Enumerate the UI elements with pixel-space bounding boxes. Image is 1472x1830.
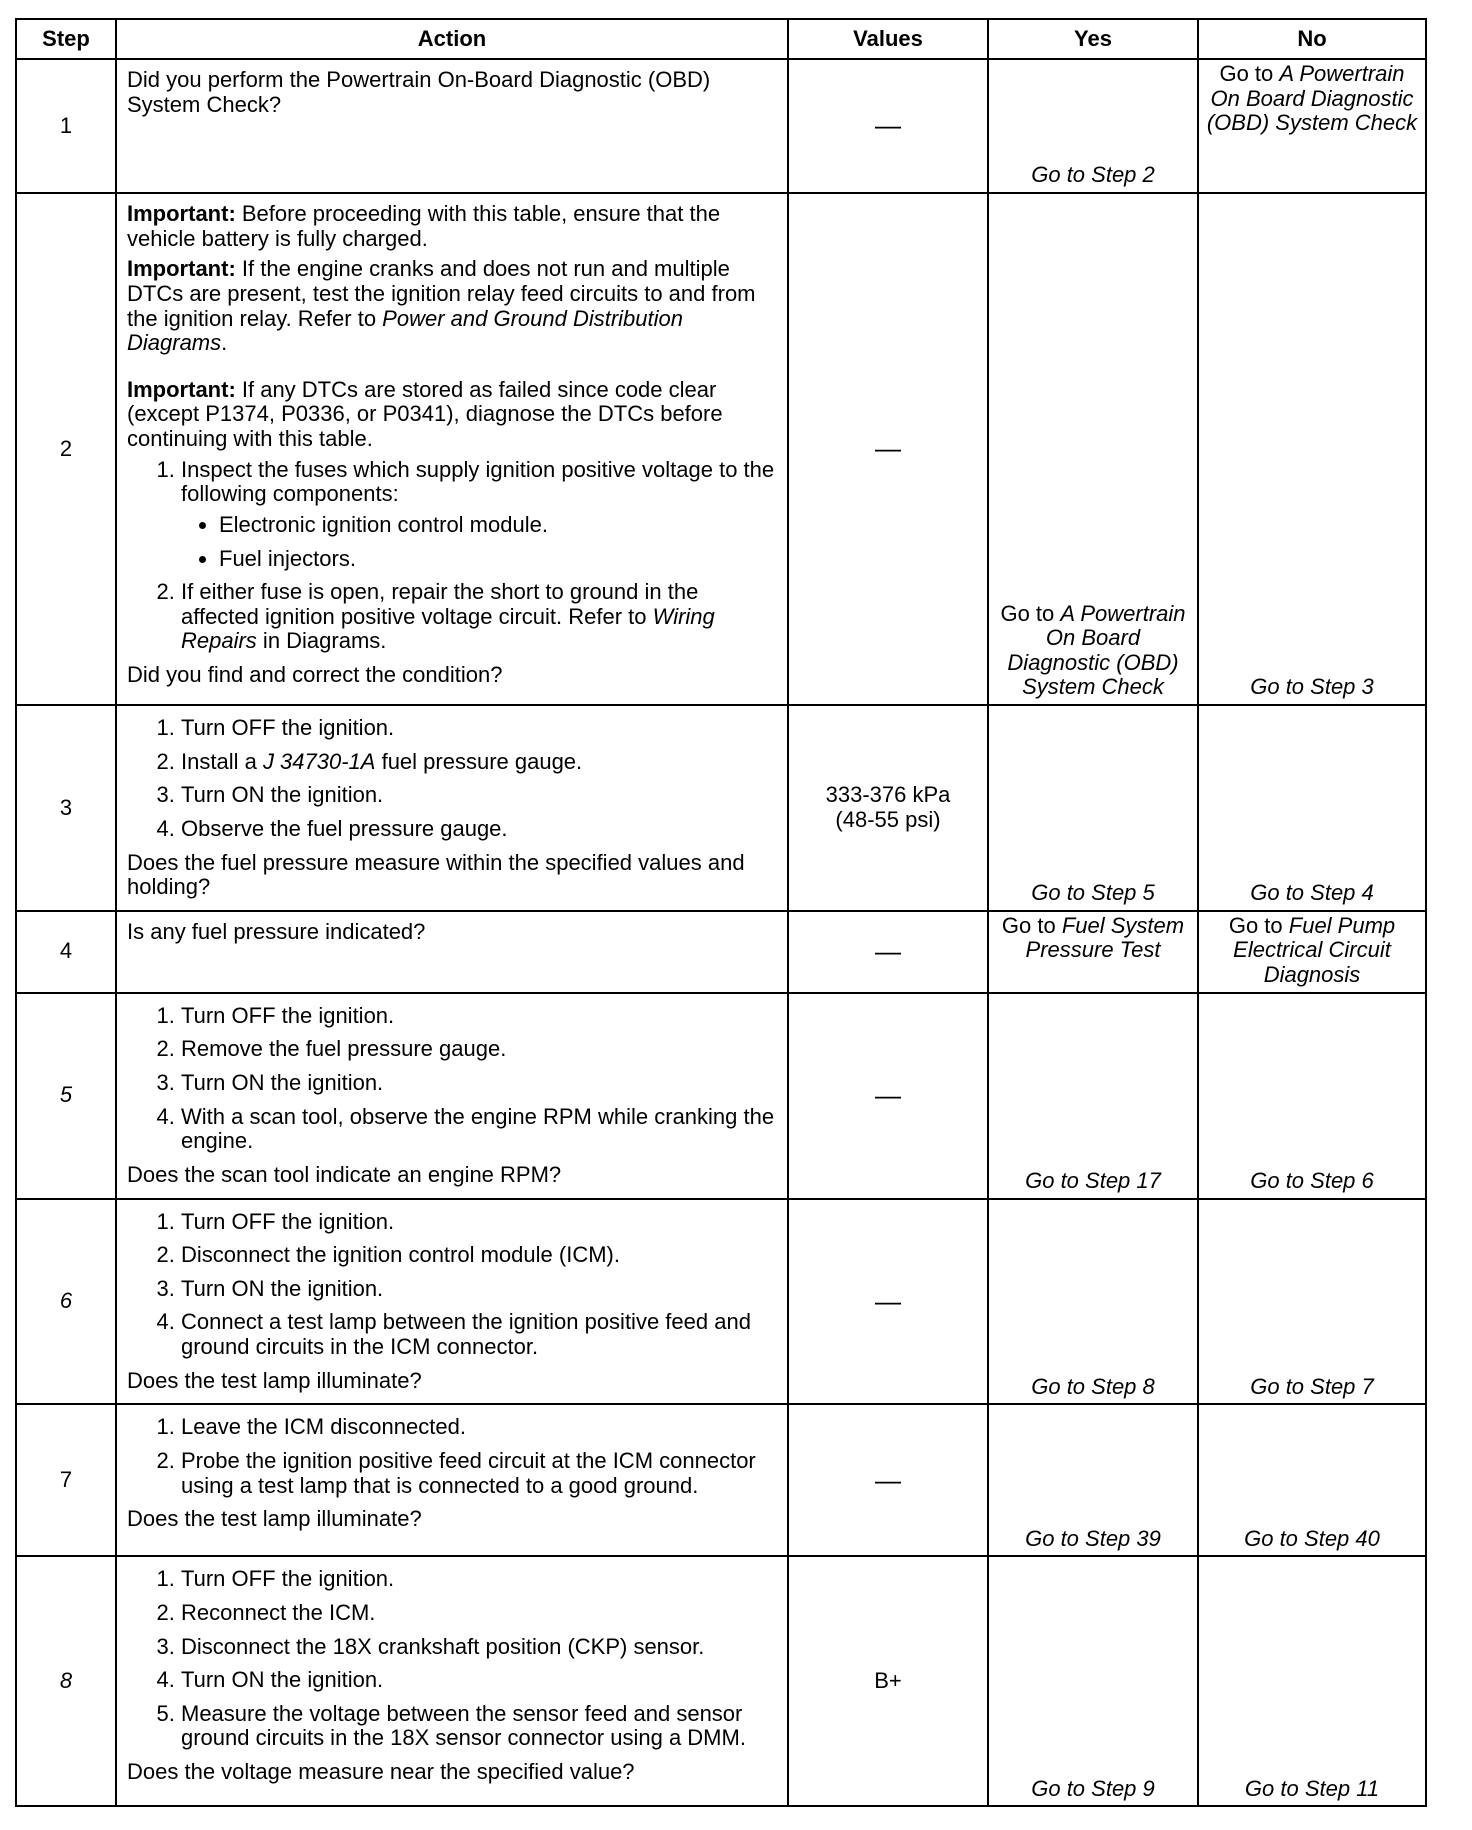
- list-item: 2. Disconnect the ignition control module (ICM).: [181, 1243, 779, 1268]
- list-item-text: Inspect the fuses which supply ignition positive voltage to the following components:: [181, 456, 775, 507]
- header-yes: Yes: [988, 19, 1198, 59]
- list-item: • Electronic ignition control module.: [219, 513, 779, 538]
- values-cell: —: [788, 1404, 988, 1556]
- list-item: 1. Turn OFF the ignition.: [181, 1210, 779, 1235]
- diagnostic-table: [15, 18, 1427, 1807]
- list-item-end: fuel pressure gauge.: [375, 748, 583, 774]
- important-text: Before proceeding with this table, ensure that the vehicle battery is fully charged.: [127, 201, 721, 251]
- values-cell: [788, 705, 988, 911]
- question-text: Did you perform the Powertrain On-Board Diagnostic (OBD) System Check?: [127, 67, 711, 117]
- step-number: 7: [16, 1404, 116, 1556]
- wiring-repairs-link[interactable]: Wiring Repairs: [181, 603, 715, 654]
- values-cell: —: [788, 993, 988, 1199]
- diagnostic-page: [15, 18, 1425, 1807]
- no-cell: [1198, 1556, 1426, 1806]
- yes-cell: [988, 1556, 1198, 1806]
- yes-link[interactable]: Go to Step 9: [1031, 1775, 1155, 1801]
- list-item: 1. Turn OFF the ignition.: [181, 716, 779, 741]
- action-cell: [116, 993, 788, 1199]
- list-item: [181, 580, 779, 654]
- values-cell: —: [788, 59, 988, 193]
- list-item-text: If either fuse is open, repair the short to ground in the affected ignition positive voltage circuit. Refer to: [181, 579, 699, 629]
- list-item: 1. Leave the ICM disconnected.: [181, 1415, 779, 1440]
- no-link[interactable]: Fuel Pump Electrical Circuit Diagnosis: [1233, 912, 1396, 987]
- values-cell: —: [788, 911, 988, 993]
- gauge-tool-link[interactable]: J 34730-1A: [262, 748, 376, 774]
- list-item: 3. Disconnect the 18X crankshaft position (CKP) sensor.: [181, 1635, 779, 1660]
- value-kpa: 333-376 kPa: [825, 782, 951, 808]
- list-item: • Fuel injectors.: [219, 547, 779, 572]
- no-link[interactable]: Go to Step 40: [1244, 1525, 1380, 1551]
- important-note-2: [127, 257, 779, 356]
- action-cell: [116, 1199, 788, 1405]
- step-number: 8: [16, 1556, 116, 1806]
- action-cell: [116, 705, 788, 911]
- table-row-step-2: [16, 193, 1426, 705]
- list-item: 4. Observe the fuel pressure gauge.: [181, 817, 779, 842]
- value-psi: (48-55 psi): [835, 806, 941, 832]
- action-cell: [116, 911, 788, 993]
- no-link[interactable]: Go to Step 4: [1250, 880, 1374, 906]
- no-link[interactable]: Go to Step 7: [1250, 1373, 1374, 1399]
- no-cell: [1198, 705, 1426, 911]
- list-item: 2. Probe the ignition positive feed circuit at the ICM connector using a test lamp that is connected to a good ground.: [181, 1449, 779, 1498]
- yes-cell: [988, 1404, 1198, 1556]
- yes-cell: [988, 911, 1198, 993]
- action-cell: [116, 193, 788, 705]
- list-item: 4. With a scan tool, observe the engine RPM while cranking the engine.: [181, 1105, 779, 1154]
- yes-link[interactable]: Go to Step 39: [1025, 1525, 1161, 1551]
- question-text: Does the test lamp illuminate?: [127, 1367, 422, 1393]
- procedure-list: [127, 716, 779, 842]
- yes-cell: [988, 59, 1198, 193]
- important-label: Important:: [127, 256, 236, 282]
- table-row-step-6: [16, 1199, 1426, 1405]
- list-item: 2. Reconnect the ICM.: [181, 1601, 779, 1626]
- yes-prefix: Go to: [1000, 600, 1061, 626]
- list-item: 3. Turn ON the ignition.: [181, 1071, 779, 1096]
- list-item: 2. Remove the fuel pressure gauge.: [181, 1037, 779, 1062]
- step-number: 5: [16, 993, 116, 1199]
- list-item: 1. Turn OFF the ignition.: [181, 1567, 779, 1592]
- values-cell: —: [788, 1199, 988, 1405]
- list-item-text: Install a: [181, 748, 263, 774]
- header-action: Action: [116, 19, 788, 59]
- table-row-step-7: [16, 1404, 1426, 1556]
- list-item: 4. Connect a test lamp between the ignition positive feed and ground circuits in the ICM connector.: [181, 1310, 779, 1359]
- yes-cell: [988, 1199, 1198, 1405]
- important-end: .: [221, 330, 228, 356]
- important-label: Important:: [127, 201, 236, 226]
- no-cell: [1198, 1199, 1426, 1405]
- question-text: Does the fuel pressure measure within the specified values and holding?: [127, 849, 745, 900]
- action-cell: [116, 1404, 788, 1556]
- question-text: Did you find and correct the condition?: [127, 662, 503, 687]
- important-note-3: [127, 378, 779, 452]
- important-note-1: [127, 202, 779, 251]
- no-cell: [1198, 59, 1426, 193]
- action-cell: [116, 1556, 788, 1806]
- procedure-list: [127, 1415, 779, 1498]
- list-item: 5. Measure the voltage between the sensor feed and sensor ground circuits in the 18X sensor connector using a DMM.: [181, 1702, 779, 1751]
- list-item: 4. Turn ON the ignition.: [181, 1668, 779, 1693]
- power-ground-link[interactable]: Power and Ground Distribution Diagrams: [127, 305, 683, 356]
- step-number: 6: [16, 1199, 116, 1405]
- list-item: 3. Turn ON the ignition.: [181, 783, 779, 808]
- list-item: 1. Turn OFF the ignition.: [181, 1004, 779, 1029]
- no-cell: [1198, 911, 1426, 993]
- important-label: Important:: [127, 376, 236, 402]
- yes-prefix: Go to: [1001, 912, 1062, 938]
- no-cell: [1198, 193, 1426, 705]
- yes-link[interactable]: A Powertrain On Board Diagnostic (OBD) System Check: [1007, 600, 1186, 700]
- list-item-end: in Diagrams.: [256, 628, 387, 654]
- step-number: 1: [16, 59, 116, 193]
- step-number: 4: [16, 911, 116, 993]
- values-cell: B+: [788, 1556, 988, 1806]
- yes-cell: [988, 705, 1198, 911]
- question-text: Does the scan tool indicate an engine RPM?: [127, 1161, 562, 1187]
- no-prefix: Go to: [1228, 912, 1289, 938]
- yes-link[interactable]: Go to Step 5: [1031, 880, 1155, 906]
- yes-cell: [988, 193, 1198, 705]
- header-row: [16, 19, 1426, 59]
- question-text: Is any fuel pressure indicated?: [127, 918, 426, 944]
- no-cell: [1198, 993, 1426, 1199]
- important-text: If the engine cranks and does not run and multiple DTCs are present, test the ignition relay feed circuits to and from the ignition relay. Refer to: [127, 256, 756, 331]
- procedure-list: [127, 458, 779, 654]
- values-cell: —: [788, 193, 988, 705]
- yes-link[interactable]: Go to Step 17: [1025, 1167, 1161, 1193]
- table-row-step-3: [16, 705, 1426, 911]
- no-link[interactable]: Go to Step 11: [1244, 1775, 1380, 1801]
- no-prefix: Go to: [1219, 61, 1280, 86]
- header-no: No: [1198, 19, 1426, 59]
- yes-link[interactable]: Go to Step 8: [1031, 1373, 1155, 1399]
- yes-cell: [988, 993, 1198, 1199]
- yes-link[interactable]: Go to Step 2: [1031, 162, 1155, 188]
- table-row-step-1: [16, 59, 1426, 193]
- procedure-list: [127, 1567, 779, 1751]
- question-text: Does the voltage measure near the specified value?: [127, 1759, 635, 1784]
- procedure-list: [127, 1004, 779, 1154]
- list-item: 3. Turn ON the ignition.: [181, 1277, 779, 1302]
- step-number: 3: [16, 705, 116, 911]
- list-item: [181, 458, 779, 572]
- no-link[interactable]: A Powertrain On Board Diagnostic (OBD) System Check: [1206, 61, 1418, 136]
- no-cell: [1198, 1404, 1426, 1556]
- yes-link[interactable]: Fuel System Pressure Test: [1025, 912, 1185, 963]
- table-row-step-8: [16, 1556, 1426, 1806]
- header-values: Values: [788, 19, 988, 59]
- list-item: [181, 750, 779, 775]
- step-number: 2: [16, 193, 116, 705]
- table-row-step-4: [16, 911, 1426, 993]
- table-row-step-5: [16, 993, 1426, 1199]
- component-list: [181, 513, 779, 571]
- action-cell: [116, 59, 788, 193]
- no-link[interactable]: Go to Step 6: [1250, 1167, 1374, 1193]
- procedure-list: [127, 1210, 779, 1360]
- important-text: If any DTCs are stored as failed since code clear (except P1374, P0336, or P0341), diagnose the DTCs before continuing with this table.: [127, 376, 723, 451]
- question-text: Does the test lamp illuminate?: [127, 1506, 422, 1532]
- no-link[interactable]: Go to Step 3: [1250, 674, 1374, 700]
- header-step: Step: [16, 19, 116, 59]
